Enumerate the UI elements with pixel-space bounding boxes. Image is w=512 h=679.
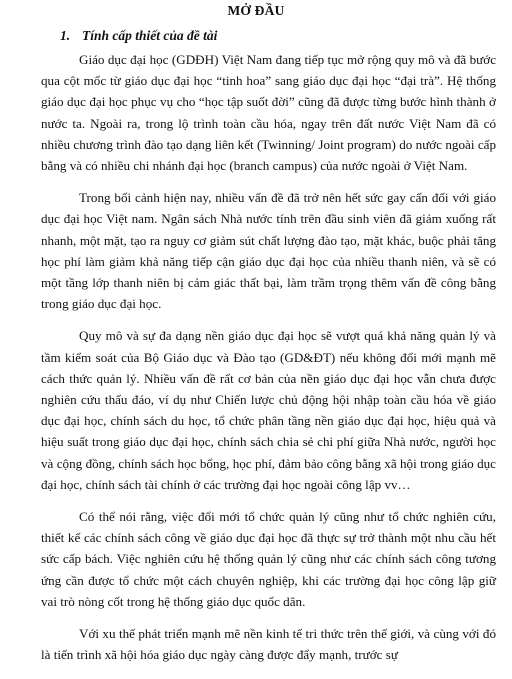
- section-heading: [60, 27, 217, 45]
- paragraph: Có thể nói rằng, việc đổi mới tổ chức quản lý cũng như tổ chức nghiên cứu, thiết kế các chính sách công về giáo dục đại học đã thực sự trở thành một nhu cầu hết sức cấp bách. Việc nghiên cứu hệ thống quản lý cũng như các chính sách công tương ứng cần được tổ chức một cách chuyên nghiệp, khi các trường đại học công lập giữ vai trò nòng cốt trong hệ thống giáo dục quốc dân.: [41, 509, 496, 609]
- section-number: 1.: [60, 28, 71, 43]
- paragraph: Trong bối cảnh hiện nay, nhiều vấn đề đã trở nên hết sức gay cấn đối với giáo dục đại học Việt nam. Ngân sách Nhà nước tính trên đầu sinh viên đã giảm xuống rất nhanh, một mặt, tạo ra nguy cơ giảm sút chất lượng đào tạo, mặt khác, buộc phải tăng học phí làm giảm khả năng tiếp cận giáo dục đại học của nhiều thanh niên, và sẽ có một tầng lớp thanh niên bị cảm giác thất bại, làm trầm trọng thêm vấn đề công bằng trong giáo dục đại học.: [41, 190, 496, 312]
- paragraph: Với xu thế phát triển mạnh mẽ nền kinh tế tri thức trên thế giới, và cùng với đó là tiến trình xã hội hóa giáo dục ngày càng được đẩy mạnh, trước sự: [41, 626, 496, 663]
- paragraph: Giáo dục đại học (GDĐH) Việt Nam đang tiếp tục mở rộng quy mô và đã bước qua cột mốc từ giáo dục đại học “tinh hoa” sang giáo dục đại học “đại trà”. Hệ thống giáo dục đại học phục vụ cho “học tập suốt đời” cũng đã được từng bước hình thành ở nước ta. Ngoài ra, trong lộ trình toàn cầu hóa, ngay trên đất nước Việt Nam đã có nhiều chương trình đào tạo dạng liên kết (Twinning/ Joint program) do nước ngoài cấp bằng và có nhiều chi nhánh đại học (branch campus) của nước ngoài ở Việt Nam.: [41, 52, 496, 174]
- document-body: [41, 49, 496, 676]
- page-title: MỞ ĐẦU: [227, 3, 285, 18]
- section-heading-text: Tính cấp thiết của đề tài: [82, 28, 218, 43]
- paragraph: Quy mô và sự đa dạng nền giáo dục đại học sẽ vượt quá khả năng quản lý và tầm kiểm soát của Bộ Giáo dục và Đào tạo (GD&ĐT) nếu không đổi mới mạnh mẽ cách thức quản lý. Nhiều vấn đề rất cơ bản của nền giáo dục đại học vẫn chưa được nghiên cứu thấu đáo, ví dụ như Chiến lược chủ động hội nhập toàn cầu hóa về giáo dục đại học, chính sách du học, tổ chức phân tầng nền giáo dục đại học, hiệu quả và hiệu suất trong giáo dục đại học, chính sách chia sẻ chi phí giữa Nhà nước, người học và cộng đồng, chính sách học bổng, học phí, đảm bảo công bằng xã hội trong giáo dục đại học, chính sách tài chính ở các trường đại học ngoài công lập vv…: [41, 328, 496, 492]
